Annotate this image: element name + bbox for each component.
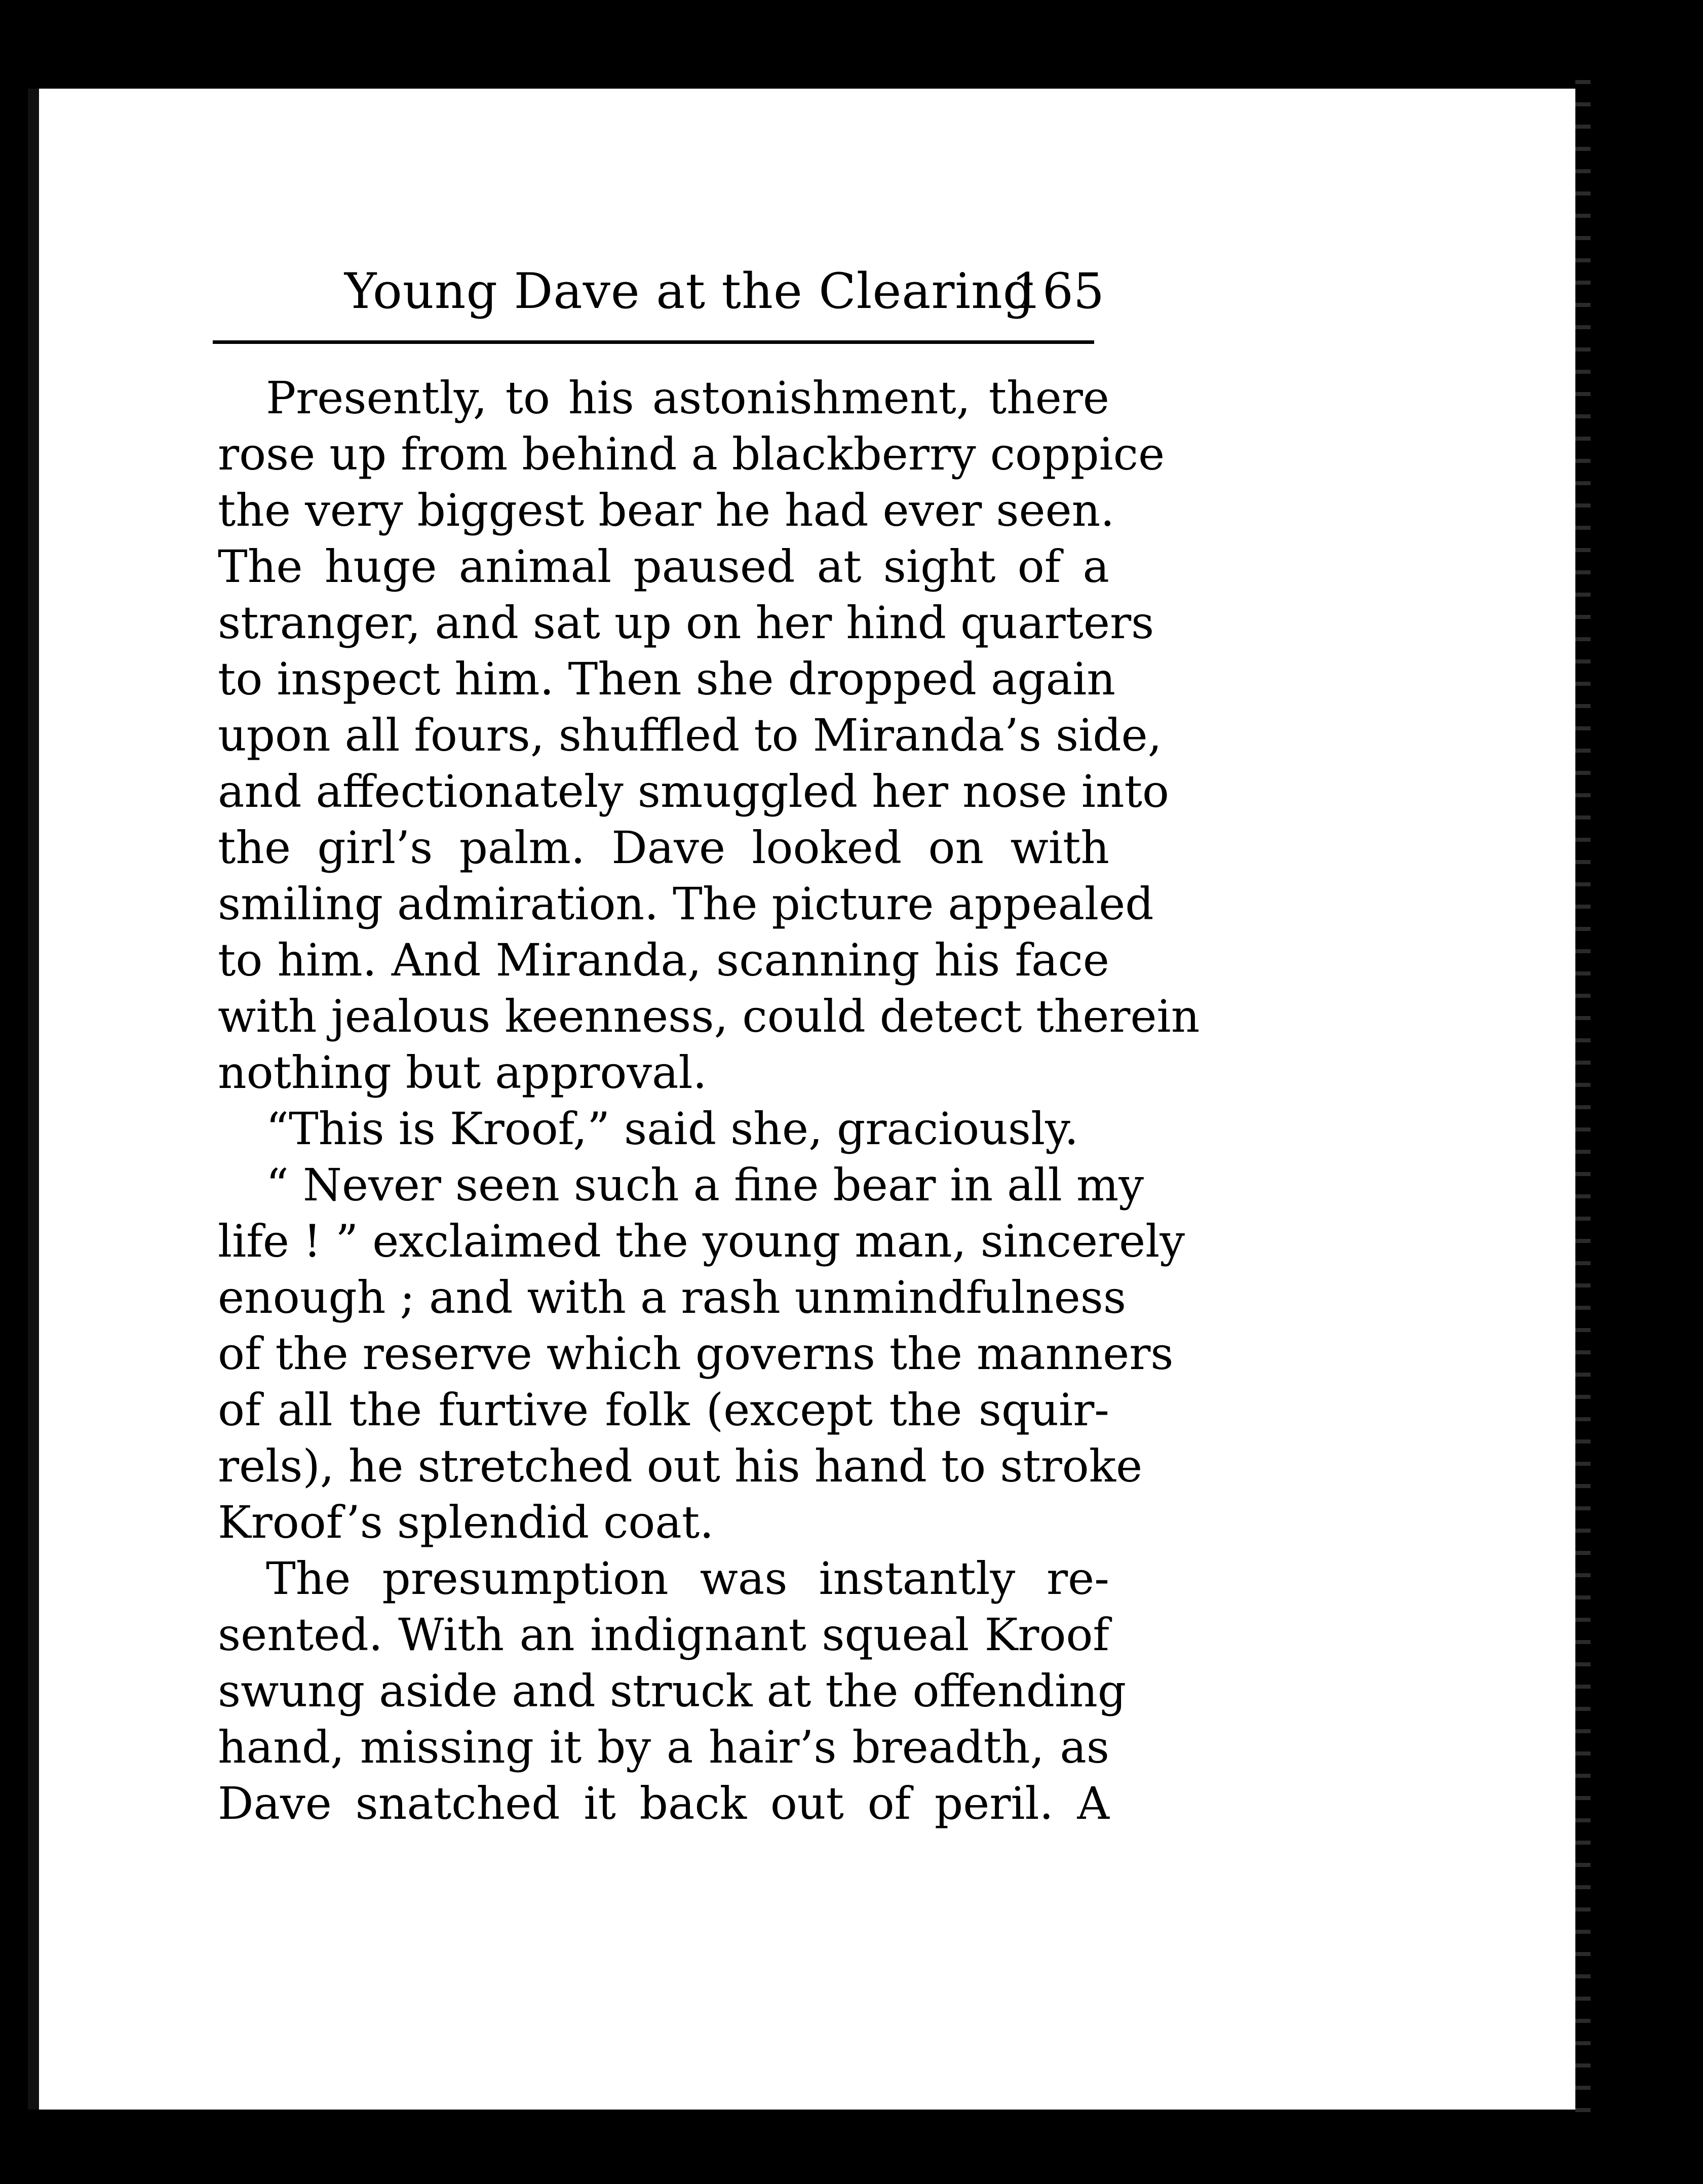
paragraph (218, 1157, 1185, 1550)
running-head-title: Young Dave at the Clearing (344, 263, 1035, 320)
page-gutter-shadow (28, 89, 39, 2110)
text-line: The presumption was instantly re- (266, 1552, 1109, 1605)
text-line: of all the furtive folk (except the squir- (218, 1384, 1109, 1436)
book-right-edge (1575, 71, 1591, 2127)
header-rule (213, 340, 1094, 344)
text-line: the girl’s palm. Dave looked on with (218, 822, 1109, 874)
text-line: swung aside and struck at the offending (218, 1665, 1127, 1717)
text-line: and affectionately smuggled her nose into (218, 765, 1169, 817)
text-line: hand, missing it by a hair’s breadth, as (218, 1721, 1109, 1773)
text-line: to inspect him. Then she dropped again (218, 653, 1116, 705)
text-line: The huge animal paused at sight of a (218, 540, 1109, 593)
text-line: the very biggest bear he had ever seen. (218, 484, 1115, 536)
text-line: sented. With an indignant squeal Kroof (218, 1609, 1109, 1661)
running-head (213, 251, 1104, 342)
body-text (218, 370, 1200, 1831)
text-line: “This is Kroof,” said she, graciously. (266, 1103, 1079, 1155)
text-line: “ Never seen such a fine bear in all my (266, 1159, 1144, 1211)
paragraph (218, 1101, 1109, 1157)
text-line: rels), he stretched out his hand to stroke (218, 1440, 1143, 1492)
page-number: 165 (1011, 263, 1104, 320)
text-line: upon all fours, shuffled to Miranda’s side, (218, 709, 1162, 761)
text-line: stranger, and sat up on her hind quarters (218, 597, 1154, 649)
paragraph (218, 370, 1200, 1101)
paragraph (218, 1550, 1127, 1831)
text-line: Presently, to his astonishment, there (266, 372, 1109, 424)
text-line: life ! ” exclaimed the young man, sincerely (218, 1215, 1185, 1267)
text-line: nothing but approval. (218, 1046, 707, 1099)
text-line: Dave snatched it back out of peril. A (218, 1777, 1109, 1829)
text-line: to him. And Miranda, scanning his face (218, 934, 1109, 986)
text-line: with jealous keenness, could detect therein (218, 990, 1200, 1042)
text-line: Kroof’s splendid coat. (218, 1496, 714, 1548)
text-line: of the reserve which governs the manners (218, 1328, 1174, 1380)
text-line: rose up from behind a blackberry coppice (218, 428, 1165, 480)
book-left-edge (0, 89, 28, 2110)
text-line: enough ; and with a rash unmindfulness (218, 1271, 1127, 1323)
text-line: smiling admiration. The picture appealed (218, 878, 1154, 930)
